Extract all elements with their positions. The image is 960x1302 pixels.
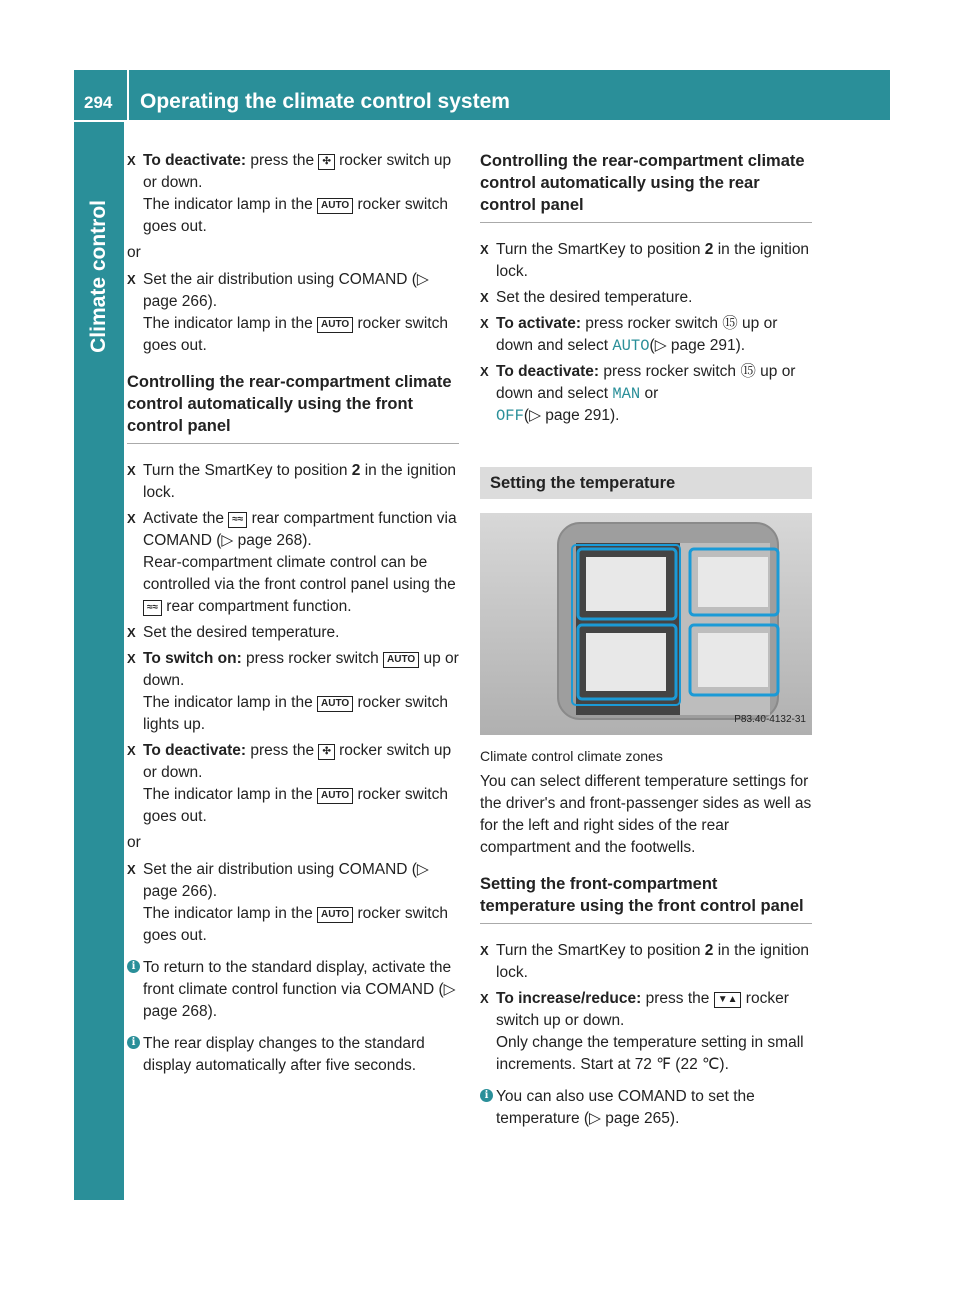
display-value: MAN	[612, 385, 641, 403]
step-text: rocker switch goes out.	[143, 315, 448, 354]
step-text: The indicator lamp in the	[143, 786, 318, 803]
step-text: rocker switch goes out.	[143, 196, 448, 235]
step-text: Set the air distribution using COMAND (▷ page 266).	[143, 861, 429, 900]
step-text: Activate the	[143, 510, 229, 527]
left-column	[127, 150, 459, 1083]
step-bold: To deactivate:	[496, 363, 600, 380]
step-text: press rocker switch	[241, 650, 383, 667]
step-text: in the ignition lock.	[143, 462, 457, 501]
step-text: The indicator lamp in the	[143, 196, 318, 213]
step-arrow-icon: X	[480, 290, 489, 305]
step	[480, 988, 812, 1076]
step	[127, 622, 459, 644]
step	[127, 648, 459, 736]
step	[480, 940, 812, 984]
side-tab-label: Climate control	[87, 200, 110, 353]
step-text: Set the air distribution using COMAND (▷ page 266).	[143, 271, 429, 310]
step-text: rocker switch up or down.	[143, 742, 452, 781]
auto-symbol-icon: AUTO	[317, 696, 353, 712]
step-arrow-icon: X	[127, 862, 136, 877]
step-bold: To deactivate:	[143, 742, 247, 759]
fan-symbol-icon: ✣	[318, 744, 334, 760]
display-value: OFF	[496, 407, 524, 425]
step-arrow-icon: X	[480, 364, 489, 379]
step-arrow-icon: X	[480, 242, 489, 257]
step-text: rocker switch goes out.	[143, 905, 448, 944]
step	[127, 740, 459, 828]
info-text: You can also use COMAND to set the temperature (▷ page 265).	[496, 1088, 755, 1127]
step	[127, 460, 459, 504]
display-value: AUTO	[612, 337, 650, 355]
auto-symbol-icon: AUTO	[317, 198, 353, 214]
info-icon: i	[127, 1036, 140, 1049]
step	[480, 287, 812, 309]
info-text: To return to the standard display, activate the front climate control function via COMAND (▷ page 268).	[143, 959, 456, 1020]
section-heading: Setting the front-compartment temperature using the front control panel	[480, 873, 812, 924]
section-heading: Controlling the rear-compartment climate control automatically using the rear control panel	[480, 150, 812, 223]
step	[127, 859, 459, 947]
figure-caption: Climate control climate zones	[480, 748, 663, 764]
step-text: rocker switch up or down.	[143, 152, 452, 191]
info-text: The rear display changes to the standard display automatically after five seconds.	[143, 1035, 425, 1074]
info-icon: i	[480, 1089, 493, 1102]
auto-symbol-icon: AUTO	[317, 788, 353, 804]
step	[480, 361, 812, 427]
step-text: rocker switch lights up.	[143, 694, 448, 733]
step-text: press the	[246, 152, 319, 169]
step-text: The indicator lamp in the	[143, 315, 318, 332]
section-title: Setting the temperature	[480, 467, 812, 499]
body-text: You can select different temperature settings for the driver's and front-passenger sides as well as for the left and right sides of the rear compartment and the footwells.	[480, 773, 812, 856]
step-text: (▷ page 291).	[523, 407, 620, 424]
step-arrow-icon: X	[127, 153, 136, 168]
step-arrow-icon: X	[480, 943, 489, 958]
step-arrow-icon: X	[480, 991, 489, 1006]
step-arrow-icon: X	[127, 651, 136, 666]
figure-code: P83.40-4132-31	[734, 714, 806, 725]
fan-symbol-icon: ✣	[318, 154, 334, 170]
step-text: Rear-compartment climate control can be controlled via the front control panel using the	[143, 554, 456, 593]
page-title: Operating the climate control system	[140, 90, 510, 113]
info-note	[480, 1086, 812, 1130]
step-bold: To deactivate:	[143, 152, 247, 169]
step-text: rear compartment function.	[161, 598, 352, 615]
step	[127, 508, 459, 618]
step-text: The indicator lamp in the	[143, 694, 318, 711]
step-text: Set the desired temperature.	[496, 289, 693, 306]
temperature-rocker-icon: ▼▲	[714, 992, 742, 1008]
step-arrow-icon: X	[127, 463, 136, 478]
or-text: or	[127, 834, 141, 851]
step-text: press the	[641, 990, 714, 1007]
step-text: press the	[246, 742, 319, 759]
step-bold: To activate:	[496, 315, 581, 332]
header-separator	[127, 70, 129, 120]
step-bold: To switch on:	[143, 650, 242, 667]
auto-symbol-icon: AUTO	[383, 652, 419, 668]
climate-zones-figure	[480, 513, 812, 735]
auto-symbol-icon: AUTO	[317, 907, 353, 923]
right-column	[480, 150, 812, 1136]
info-note	[127, 1033, 459, 1077]
step	[480, 239, 812, 283]
rear-compartment-icon: ≈≈	[228, 512, 247, 528]
step-text: The indicator lamp in the	[143, 905, 318, 922]
step-text: in the ignition lock.	[496, 241, 810, 280]
step-arrow-icon: X	[127, 272, 136, 287]
step-bold: 2	[351, 462, 361, 479]
step-text: Turn the SmartKey to position	[496, 942, 705, 959]
step-arrow-icon: X	[127, 511, 136, 526]
step-text: Only change the temperature setting in small increments. Start at 72 ℉ (22 ℃).	[496, 1034, 804, 1073]
page-number: 294	[84, 93, 113, 112]
step-text: press rocker switch ⑮ up or down and select	[496, 315, 778, 354]
step-text: up or down.	[143, 650, 459, 689]
rear-compartment-icon: ≈≈	[143, 600, 162, 616]
step-bold: To increase/reduce:	[496, 990, 642, 1007]
auto-symbol-icon: AUTO	[317, 317, 353, 333]
car-top-view-illustration	[480, 513, 812, 735]
step	[127, 150, 459, 238]
step-text: press rocker switch ⑮ up or down and select	[496, 363, 796, 402]
step-text: Turn the SmartKey to position	[496, 241, 705, 258]
or-text: or	[127, 244, 141, 261]
step-text: rocker switch up or down.	[496, 990, 789, 1029]
step-bold: 2	[704, 942, 714, 959]
info-icon: i	[127, 960, 140, 973]
step-bold: 2	[704, 241, 714, 258]
step	[127, 269, 459, 357]
step-arrow-icon: X	[127, 625, 136, 640]
step-arrow-icon: X	[127, 743, 136, 758]
info-note	[127, 957, 459, 1023]
step-arrow-icon: X	[480, 316, 489, 331]
step-text: or	[640, 385, 659, 402]
step-text: Set the desired temperature.	[143, 624, 340, 641]
step-text: rear compartment function via COMAND (▷ page 268).	[143, 510, 457, 549]
step-text: rocker switch goes out.	[143, 786, 448, 825]
step-text: Turn the SmartKey to position	[143, 462, 352, 479]
section-heading: Controlling the rear-compartment climate control automatically using the front control panel	[127, 371, 459, 444]
step	[480, 313, 812, 357]
step-text: in the ignition lock.	[496, 942, 810, 981]
step-text: (▷ page 291).	[649, 337, 746, 354]
